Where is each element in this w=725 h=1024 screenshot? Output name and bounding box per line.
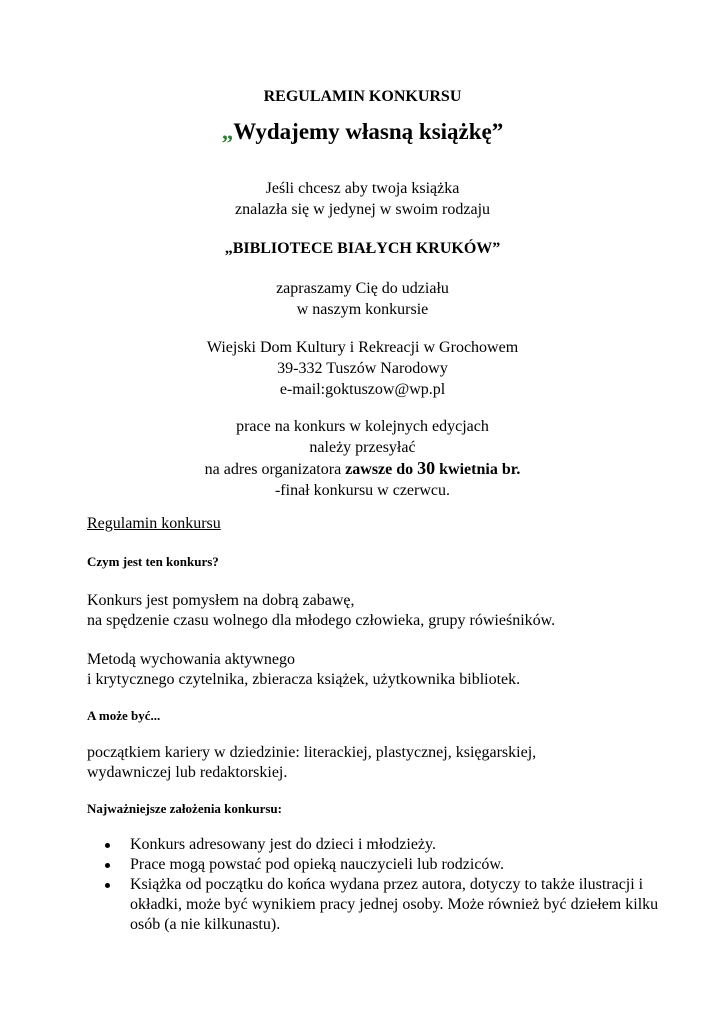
deadline-prefix: na adres organizatora (204, 461, 346, 478)
paragraph-2-line-1: Metodą wychowania aktywnego (87, 651, 295, 668)
rules-heading: Regulamin konkursu (87, 515, 221, 532)
list-item (105, 875, 675, 935)
document-subtitle: REGULAMIN KONKURSU (263, 88, 462, 105)
intro-line-1: Jeśli chcesz aby twoja książka (265, 180, 460, 197)
deadline-day: 30 (417, 458, 436, 478)
paragraph-1 (87, 591, 667, 631)
assumptions-list (105, 835, 675, 935)
deadline-text (0, 416, 725, 501)
invite-text (0, 278, 725, 320)
address-email: e-mail:goktuszow@wp.pl (279, 381, 446, 398)
deadline-line-4: -finał konkursu w czerwcu. (274, 482, 451, 499)
intro-text (0, 178, 725, 220)
deadline-line-2: należy przesyłać (309, 439, 416, 456)
deadline-line-3 (0, 458, 725, 480)
document-title (0, 117, 725, 147)
paragraph-3-line-1: początkiem kariery w dziedzinie: literackiej, plastycznej, księgarskiej, (87, 744, 537, 761)
deadline-emph-2: kwietnia br. (435, 461, 521, 478)
title-text: Wydajemy własną książkę” (233, 119, 504, 144)
paragraph-3-line-2: wydawniczej lub redaktorskiej. (87, 764, 288, 781)
question-heading-1: Czym jest ten konkurs? (87, 554, 219, 569)
list-item-text: Konkurs adresowany jest do dzieci i młodzieży. (130, 836, 436, 853)
deadline-line-1: prace na konkurs w kolejnych edycjach (236, 418, 489, 435)
title-open-quote: „ (221, 119, 234, 144)
paragraph-1-line-1: Konkurs jest pomysłem na dobrą zabawę, (87, 592, 355, 609)
invite-line-2: w naszym konkursie (296, 301, 429, 318)
paragraph-3 (87, 743, 667, 783)
list-item (105, 835, 675, 855)
question-heading-2: A może być... (87, 708, 161, 723)
invite-line-1: zapraszamy Cię do udziału (276, 280, 449, 297)
paragraph-1-line-2: na spędzenie czasu wolnego dla młodego człowieka, grupy rówieśników. (87, 612, 556, 629)
paragraph-2-line-2: i krytycznego czytelnika, zbieracza książek, użytkownika bibliotek. (87, 671, 521, 688)
address-line-1: Wiejski Dom Kultury i Rekreacji w Grochowem (206, 339, 519, 356)
list-item-text: Prace mogą powstać pod opieką nauczycieli lub rodziców. (130, 856, 504, 873)
library-name: „BIBLIOTECE BIAŁYCH KRUKÓW” (224, 240, 501, 257)
list-item (105, 855, 675, 875)
paragraph-2 (87, 650, 667, 690)
question-heading-3: Najważniejsze założenia konkursu: (87, 801, 282, 816)
deadline-emph-1: zawsze do (345, 461, 418, 478)
intro-line-2: znalazła się w jedynej w swoim rodzaju (234, 201, 491, 218)
list-item-text: Książka od początku do końca wydana przez autora, dotyczy to także ilustracji i okładki, może być wynikiem pracy jednej osoby. Może również być dziełem kilku osób (a nie kilkunastu). (130, 876, 659, 933)
bullet-icon (105, 843, 110, 848)
bullet-icon (105, 863, 110, 868)
organizer-address (0, 337, 725, 400)
address-line-2: 39-332 Tuszów Narodowy (277, 360, 448, 377)
bullet-icon (105, 883, 110, 888)
